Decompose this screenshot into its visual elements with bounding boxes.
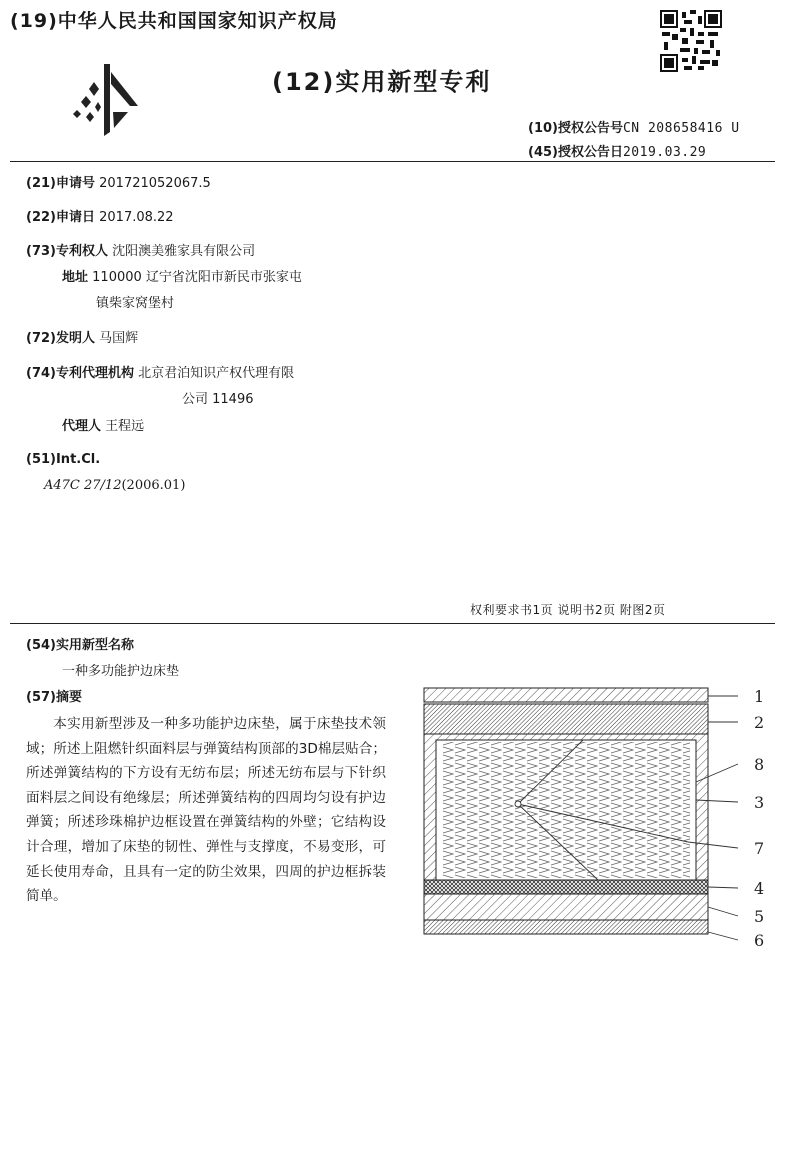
application-number-value: 201721052067.5 [99, 176, 211, 191]
abstract-label [26, 686, 82, 705]
layer-4-nonwoven [424, 880, 708, 894]
figure-label-1: 1 [754, 687, 765, 706]
office-name: (19)中华人民共和国国家知识产权局 [10, 10, 338, 32]
ipc-classification [44, 478, 185, 493]
address-line1: 110000 辽宁省沈阳市新民市张家屯 [92, 270, 302, 285]
pub-date-row [528, 141, 706, 160]
address-label: 地址 [62, 270, 89, 285]
spring-coils [442, 742, 690, 878]
agent-value: 王程远 [105, 419, 145, 434]
agent [62, 415, 144, 434]
ipc-version: (2006.01) [121, 478, 186, 493]
inventor-label: (72)发明人 [26, 331, 95, 346]
layer-5-insulation [424, 894, 708, 920]
agency-line2: 公司 11496 [182, 392, 254, 407]
patentee [26, 240, 255, 259]
int-cl-label-text: (51)Int.Cl. [26, 452, 101, 467]
int-cl-label [26, 452, 100, 467]
patentee-value: 沈阳澳美雅家具有限公司 [112, 244, 256, 259]
ipc-code: A47C 27/12 [44, 478, 122, 493]
cnipa-emblem-icon [66, 62, 140, 138]
application-date [26, 206, 174, 225]
patentee-label: (73)专利权人 [26, 244, 108, 259]
figure-label-8: 8 [754, 755, 765, 774]
agency-label: (74)专利代理机构 [26, 366, 134, 381]
mattress-cross-section-figure [418, 682, 778, 952]
application-date-label: (22)申请日 [26, 210, 95, 225]
pub-number-value: CN 208658416 U [622, 121, 740, 136]
abstract-body: 本实用新型涉及一种多功能护边床垫，属于床垫技术领域；所述上阻燃针织面料层与弹簧结构顶部的3D棉层贴合；所述弹簧结构的下方设有无纺布层；所述无纺布层与下针织面料层之间设有绝缘层；所述弹簧结构的四周均匀设有护边弹簧；所述珍珠棉护边框设置在弹簧结构的外壁；它结构设计合理，增加了床垫的韧性、弹性与支撑度，不易变形，可延长使用寿命，且具有一定的防尘效果，四周的护边框拆装简单。 [26, 716, 386, 905]
qr-code-icon [660, 10, 722, 72]
application-number-label: (21)申请号 [26, 176, 95, 191]
figure-label-3: 3 [754, 793, 765, 812]
figure-label-2: 2 [754, 713, 765, 732]
pages-info: 权利要求书1页 说明书2页 附图2页 [470, 603, 666, 617]
layer-2-3d-cotton [424, 704, 708, 734]
pub-date-value: 2019.03.29 [622, 145, 707, 160]
pub-number-label: (10)授权公告号 [528, 121, 623, 136]
patent-type-title: (12)实用新型专利 [272, 68, 492, 96]
pub-date-label: (45)授权公告日 [528, 145, 623, 160]
figure-label-6: 6 [754, 931, 765, 950]
layer-6-bottom-knit [424, 920, 708, 934]
agency-line1: 北京君泊知识产权代理有限 [138, 366, 295, 381]
header-divider [10, 161, 775, 162]
section-divider [10, 623, 775, 624]
utility-model-title: 一种多功能护边床垫 [62, 664, 180, 679]
figure-label-4: 4 [754, 879, 765, 898]
address-line2: 镇柴家窝堡村 [96, 296, 175, 311]
application-number [26, 172, 211, 191]
pub-number-row [528, 117, 740, 136]
inventor [26, 327, 138, 346]
title-label [26, 634, 134, 653]
figure-label-7: 7 [754, 839, 765, 858]
figure-label-5: 5 [754, 907, 765, 926]
abstract-label-text: (57)摘要 [26, 690, 82, 705]
inventor-value: 马国辉 [99, 331, 139, 346]
address [62, 266, 302, 285]
application-date-value: 2017.08.22 [99, 210, 174, 225]
agent-label: 代理人 [62, 419, 102, 434]
layer-1-flame-retardant-top [424, 688, 708, 702]
abstract-text [26, 712, 386, 909]
title-label-text: (54)实用新型名称 [26, 638, 134, 653]
patent-agency [26, 362, 294, 381]
